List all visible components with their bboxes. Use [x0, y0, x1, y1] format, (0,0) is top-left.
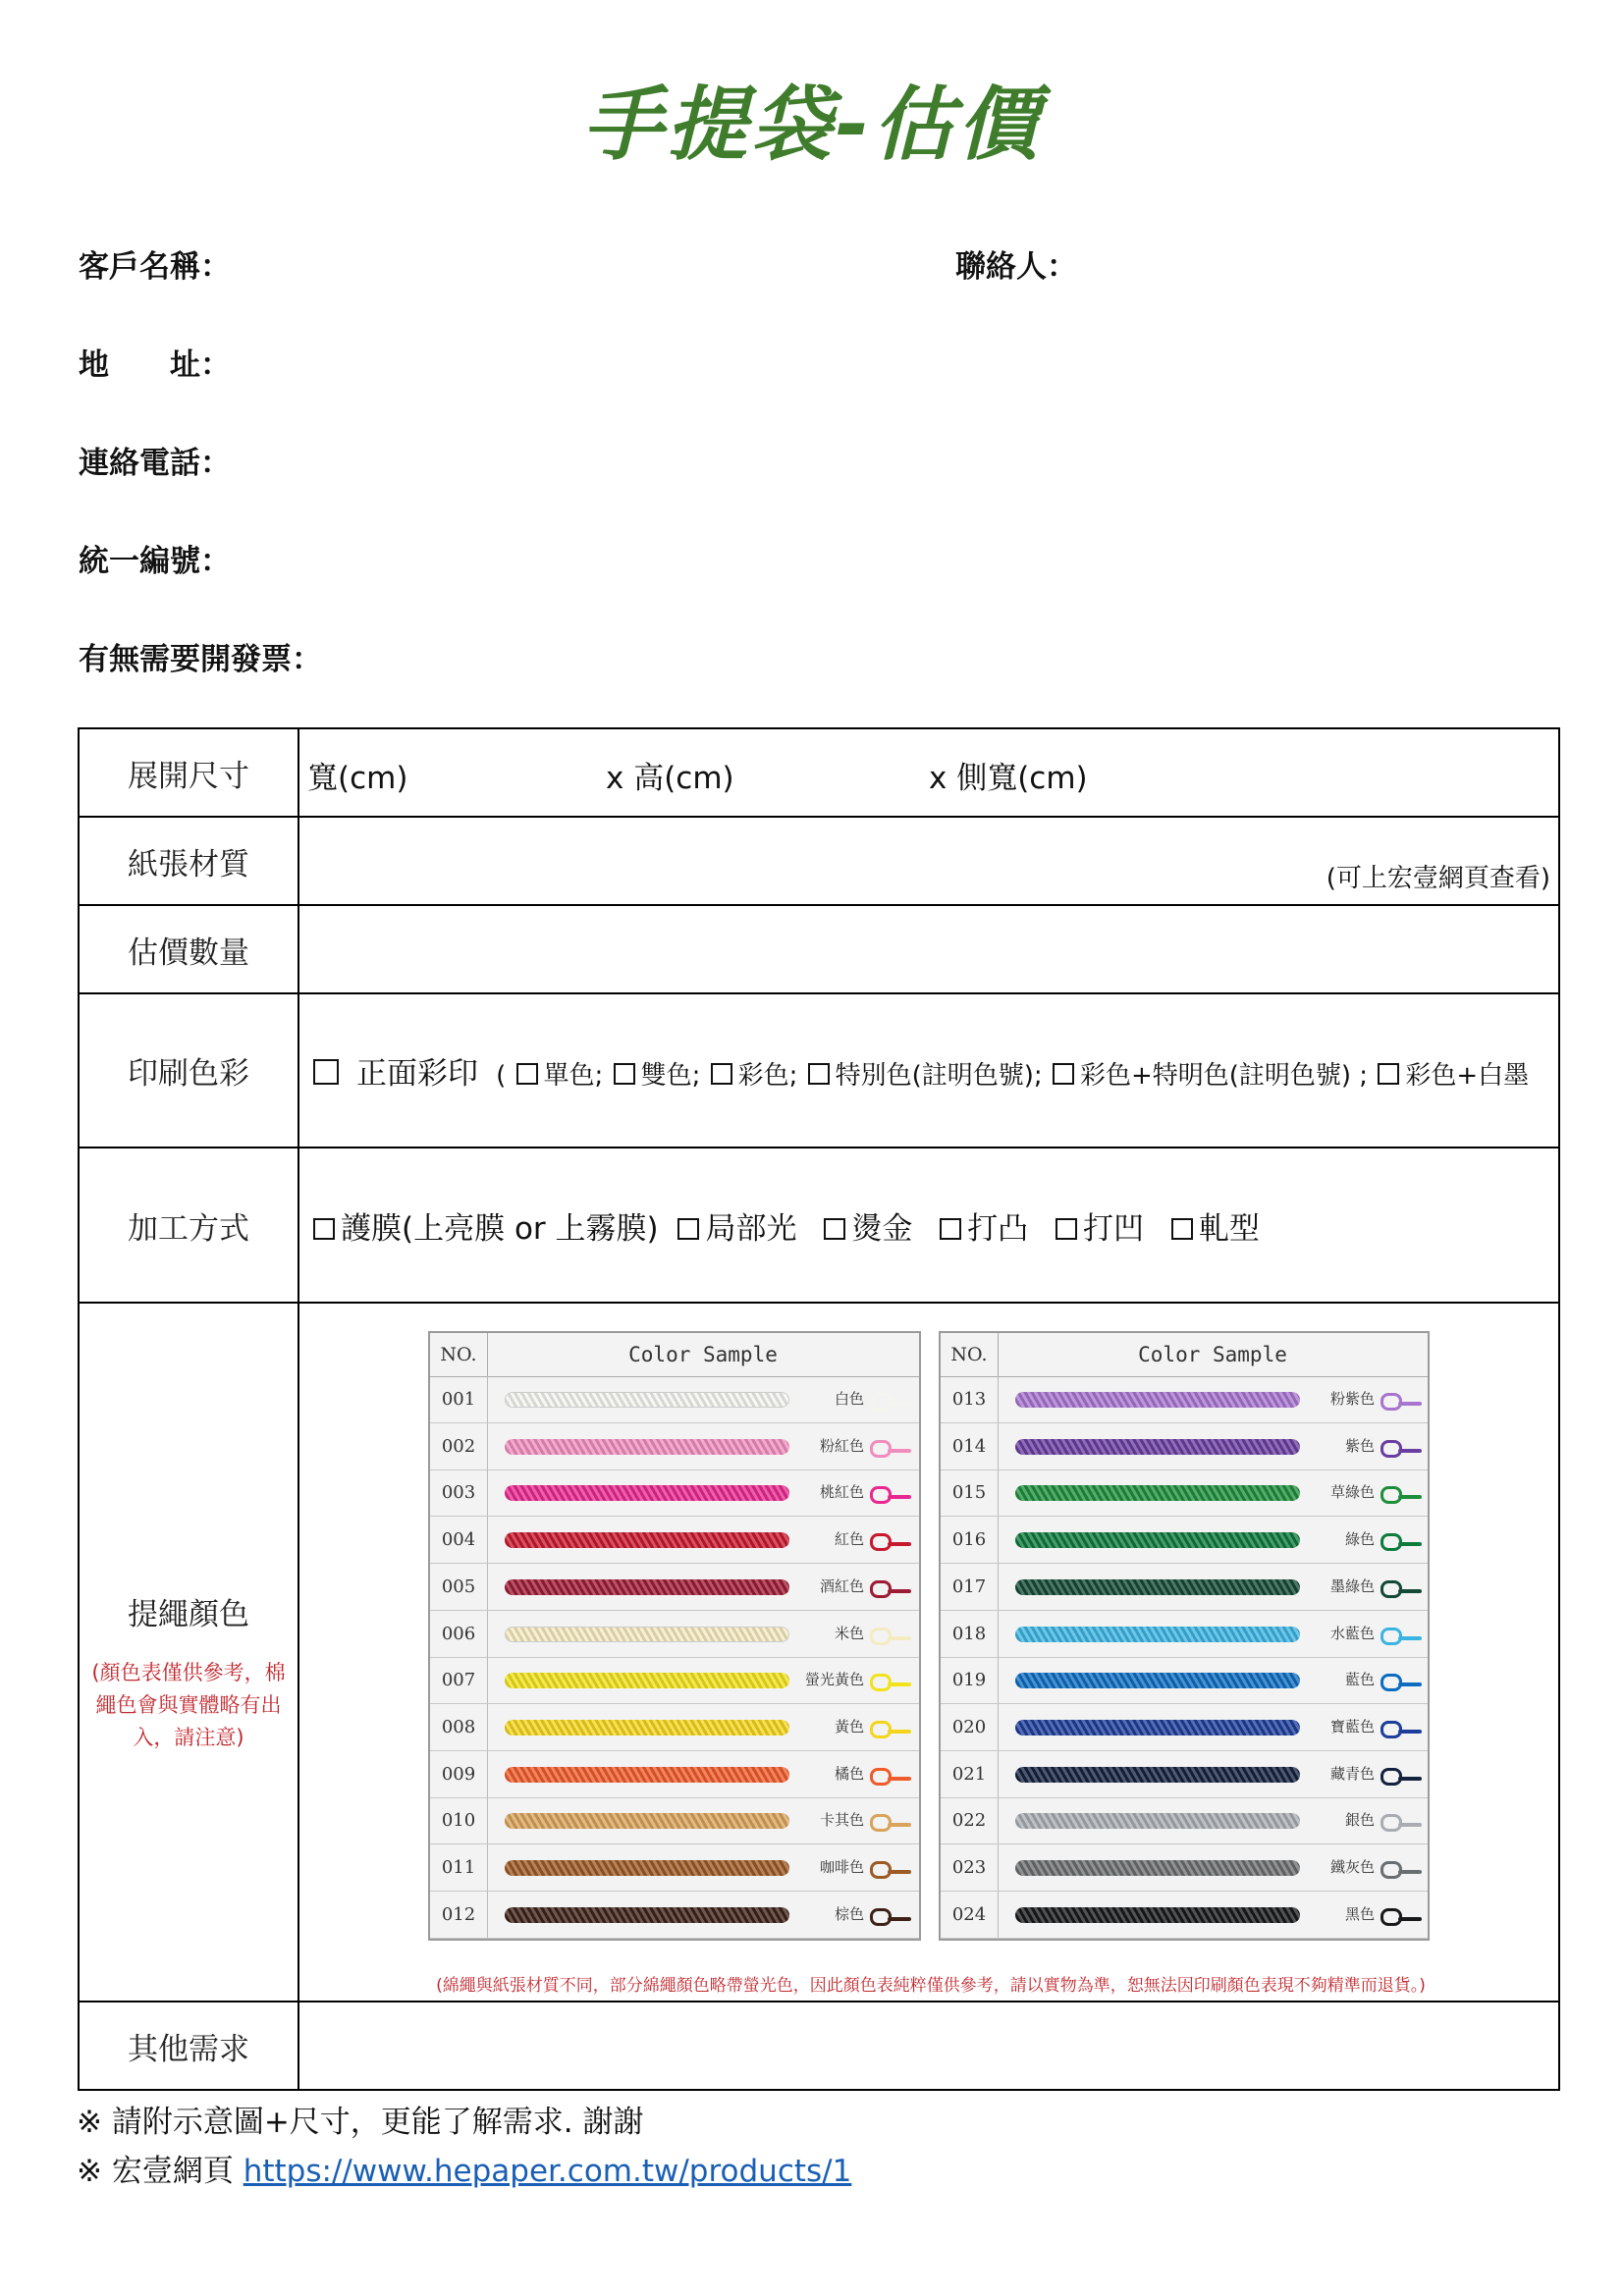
rope-swatch [1015, 1579, 1300, 1595]
color-name: 橘色 [834, 1764, 864, 1783]
color-name: 黑色 [1344, 1904, 1375, 1923]
color-number: 021 [941, 1751, 999, 1797]
other-field[interactable] [298, 2002, 1559, 2090]
rope-tail [1398, 1402, 1422, 1406]
spot-color-label: 特別色(註明色號); [835, 1061, 1043, 1091]
color-sample-row [430, 1469, 919, 1517]
emboss-label: 打凸 [967, 1210, 1029, 1247]
color-number: 014 [941, 1423, 999, 1469]
tax-id-label: 統一編號： [79, 544, 231, 579]
color-sample-row [430, 1657, 919, 1704]
rope-tail [888, 1777, 911, 1781]
rope-swatch [1015, 1720, 1300, 1735]
rope-tail [888, 1682, 911, 1686]
color-sample-row [941, 1564, 1428, 1611]
color-name: 水藍色 [1329, 1624, 1375, 1642]
rope-tail [888, 1542, 911, 1546]
size-label: 展開尺寸 [79, 728, 298, 817]
rope-tail [1398, 1495, 1422, 1499]
rope-swatch [1015, 1392, 1300, 1408]
color-name: 卡其色 [819, 1811, 864, 1830]
color-sample-row [430, 1423, 919, 1470]
rope-tail [888, 1870, 911, 1874]
other-label: 其他需求 [79, 2002, 298, 2090]
color-number: 013 [941, 1376, 999, 1422]
color-number: 004 [430, 1517, 488, 1563]
color-sample-panel-left [428, 1331, 921, 1941]
contact-person-label: 聯絡人： [955, 249, 1077, 285]
footer-note-1: ※ 請附示意圖+尺寸，更能了解需求. 謝謝 [77, 2105, 644, 2140]
full-color-label: 彩色; [737, 1061, 798, 1091]
rope-row [79, 1303, 1559, 2002]
full-plus-white-label: 彩色+白墨 [1405, 1061, 1530, 1091]
rope-swatch [1015, 1627, 1300, 1642]
address-label: 地 址： [79, 347, 231, 383]
color-number: 007 [430, 1657, 488, 1703]
color-name: 白色 [834, 1390, 864, 1408]
quantity-field[interactable] [298, 905, 1559, 993]
color-name: 寶藍色 [1329, 1717, 1375, 1735]
phone-label: 連絡電話： [79, 446, 231, 481]
rope-swatch [505, 1627, 789, 1642]
color-sample-row [941, 1423, 1428, 1470]
rope-tail [888, 1495, 911, 1499]
color-number: 010 [430, 1797, 488, 1843]
size-field[interactable] [298, 728, 1559, 817]
color-name: 藍色 [1344, 1671, 1375, 1689]
rope-swatch [505, 1767, 789, 1783]
color-sample-row [941, 1611, 1428, 1658]
color-name: 酒紅色 [819, 1576, 864, 1595]
color-name: 粉紅色 [819, 1436, 864, 1455]
color-sample-row [430, 1611, 919, 1658]
print-options [298, 993, 1559, 1148]
color-number: 017 [941, 1564, 999, 1610]
rope-tail [888, 1402, 911, 1406]
rope-swatch [505, 1907, 789, 1923]
rope-tail [1398, 1777, 1422, 1781]
paper-field[interactable] [298, 817, 1559, 905]
rope-swatch [505, 1720, 789, 1735]
invoice-label: 有無需要開發票： [79, 642, 322, 677]
rope-tail [1398, 1636, 1422, 1640]
rope-tail [1398, 1917, 1422, 1921]
color-number: 006 [430, 1611, 488, 1657]
quote-form-table [78, 727, 1560, 2091]
website-prefix: ※ 宏壹網頁 [77, 2154, 244, 2189]
rope-swatch [505, 1485, 789, 1501]
die-cut-checkbox[interactable] [1171, 1218, 1193, 1240]
color-number: 002 [430, 1423, 488, 1469]
color-name: 草綠色 [1329, 1483, 1375, 1502]
full-color-checkbox[interactable] [711, 1063, 732, 1085]
color-number: 015 [941, 1469, 999, 1516]
color-name: 鐵灰色 [1329, 1858, 1375, 1876]
single-color-checkbox[interactable] [516, 1063, 538, 1085]
deboss-checkbox[interactable] [1056, 1218, 1077, 1240]
print-label: 印刷色彩 [79, 993, 298, 1148]
color-sample-row [941, 1517, 1428, 1564]
spot-color-checkbox[interactable] [808, 1063, 830, 1085]
color-disclaimer: (綿繩與紙張材質不同，部分綿繩顏色略帶螢光色，因此顏色表純粹僅供參考，請以實物為準，恕無法因印刷顏色表現不夠精準而退貨。) [436, 1976, 1426, 1996]
rope-swatch [1015, 1907, 1300, 1923]
color-number: 016 [941, 1517, 999, 1563]
color-number: 022 [941, 1797, 999, 1843]
color-sample-row [941, 1751, 1428, 1798]
single-color-label: 單色; [543, 1061, 604, 1091]
color-number: 009 [430, 1751, 488, 1797]
rope-swatch [1015, 1439, 1300, 1455]
color-sample-row [941, 1657, 1428, 1704]
print-open-paren: ( [496, 1061, 507, 1091]
spot-uv-label: 局部光 [705, 1210, 797, 1247]
color-number: 024 [941, 1892, 999, 1938]
rope-tail [1398, 1589, 1422, 1593]
full-plus-white-checkbox[interactable] [1378, 1063, 1399, 1085]
hot-stamp-label: 燙金 [851, 1210, 913, 1247]
color-sample-row [430, 1564, 919, 1611]
other-row [79, 2002, 1559, 2090]
rope-tail [888, 1823, 911, 1827]
color-sample-panel-right [939, 1331, 1430, 1941]
process-options [298, 1148, 1559, 1303]
color-number: 012 [430, 1892, 488, 1938]
rope-tail [1398, 1730, 1422, 1734]
color-sample-row [430, 1844, 919, 1892]
rope-label-cell [79, 1303, 298, 2002]
rope-swatch [505, 1673, 789, 1688]
two-color-label: 雙色; [640, 1061, 701, 1091]
color-sample-row [430, 1704, 919, 1751]
color-sample-row [941, 1469, 1428, 1517]
rope-swatch [505, 1392, 789, 1408]
color-sample-row [941, 1376, 1428, 1423]
rope-tail [1398, 1449, 1422, 1453]
emboss-checkbox[interactable] [940, 1218, 961, 1240]
spot-uv-checkbox[interactable] [677, 1218, 699, 1240]
print-main-checkbox[interactable] [313, 1059, 339, 1085]
full-plus-spot-label: 彩色+特明色(註明色號) ; [1079, 1061, 1369, 1091]
rope-swatch [1015, 1813, 1300, 1829]
rope-tail [888, 1449, 911, 1453]
header-no: NO. [941, 1333, 999, 1376]
color-number: 003 [430, 1469, 488, 1516]
two-color-checkbox[interactable] [614, 1063, 635, 1085]
color-sample-row [430, 1892, 919, 1939]
color-name: 黃色 [834, 1717, 864, 1735]
color-name: 咖啡色 [819, 1858, 864, 1876]
rope-swatch [1015, 1532, 1300, 1548]
color-name: 銀色 [1344, 1811, 1375, 1830]
rope-color-chart [298, 1303, 1559, 2002]
color-sample-row [941, 1797, 1428, 1844]
color-name: 米色 [834, 1624, 864, 1642]
rope-tail [888, 1730, 911, 1734]
width-label: 寬(cm) [307, 761, 408, 796]
website-link[interactable]: https://www.hepaper.com.tw/products/1 [243, 2154, 852, 2189]
header-color-sample: Color Sample [1138, 1343, 1287, 1366]
color-name: 墨綠色 [1329, 1576, 1375, 1595]
rope-swatch [1015, 1767, 1300, 1783]
process-label: 加工方式 [79, 1148, 298, 1303]
quantity-label: 估價數量 [79, 905, 298, 993]
height-label: x 高(cm) [606, 761, 734, 796]
color-number: 011 [430, 1844, 488, 1891]
customer-name-label: 客戶名稱： [79, 249, 231, 285]
quantity-row [79, 905, 1559, 993]
rope-tail [1398, 1542, 1422, 1546]
lamination-checkbox[interactable] [313, 1218, 335, 1240]
color-name: 螢光黃色 [804, 1671, 864, 1689]
hot-stamp-checkbox[interactable] [824, 1218, 845, 1240]
footer-note-2 [77, 2146, 851, 2190]
paper-hint: (可上宏壹網頁查看) [1326, 864, 1550, 893]
rope-tail [888, 1589, 911, 1593]
color-number: 001 [430, 1376, 488, 1422]
color-name: 紫色 [1344, 1436, 1375, 1455]
color-name: 棕色 [834, 1904, 864, 1923]
print-main-label: 正面彩印 [356, 1056, 478, 1092]
page-title: 手提袋-估價 [581, 79, 1043, 172]
color-name: 藏青色 [1329, 1764, 1375, 1783]
rope-swatch [1015, 1860, 1300, 1876]
color-name: 粉紫色 [1329, 1390, 1375, 1408]
rope-tail [888, 1917, 911, 1921]
color-sample-row [941, 1892, 1428, 1939]
rope-swatch [505, 1860, 789, 1876]
print-row [79, 993, 1559, 1148]
deboss-label: 打凹 [1083, 1210, 1145, 1247]
rope-swatch [1015, 1673, 1300, 1688]
full-plus-spot-checkbox[interactable] [1053, 1063, 1074, 1085]
rope-note: (顏色表僅供參考，棉繩色會與實體略有出入，請注意) [91, 1661, 286, 1749]
rope-tail [1398, 1823, 1422, 1827]
color-name: 綠色 [1344, 1530, 1375, 1549]
rope-swatch [505, 1532, 789, 1548]
color-number: 008 [430, 1704, 488, 1750]
size-row [79, 728, 1559, 817]
color-sample-row [941, 1704, 1428, 1751]
color-sample-row [430, 1797, 919, 1844]
header-color-sample: Color Sample [628, 1343, 778, 1366]
rope-label: 提繩顏色 [128, 1597, 249, 1632]
color-number: 020 [941, 1704, 999, 1750]
rope-tail [888, 1636, 911, 1640]
color-sample-row [430, 1751, 919, 1798]
header-no: NO. [430, 1333, 488, 1376]
side-width-label: x 側寬(cm) [929, 761, 1088, 796]
color-sample-row [941, 1844, 1428, 1892]
color-name: 桃紅色 [819, 1483, 864, 1502]
rope-tail [1398, 1870, 1422, 1874]
rope-tail [1398, 1682, 1422, 1686]
lamination-label: 護膜(上亮膜 or 上霧膜) [341, 1210, 659, 1247]
color-number: 019 [941, 1657, 999, 1703]
rope-swatch [1015, 1485, 1300, 1501]
color-sample-row [430, 1517, 919, 1564]
paper-label: 紙張材質 [79, 817, 298, 905]
color-name: 紅色 [834, 1530, 864, 1549]
color-number: 005 [430, 1564, 488, 1610]
rope-swatch [505, 1579, 789, 1595]
paper-row [79, 817, 1559, 905]
process-row [79, 1148, 1559, 1303]
color-number: 023 [941, 1844, 999, 1891]
color-sample-row [430, 1376, 919, 1423]
color-number: 018 [941, 1611, 999, 1657]
rope-swatch [505, 1439, 789, 1455]
rope-swatch [505, 1813, 789, 1829]
die-cut-label: 軋型 [1198, 1210, 1260, 1247]
